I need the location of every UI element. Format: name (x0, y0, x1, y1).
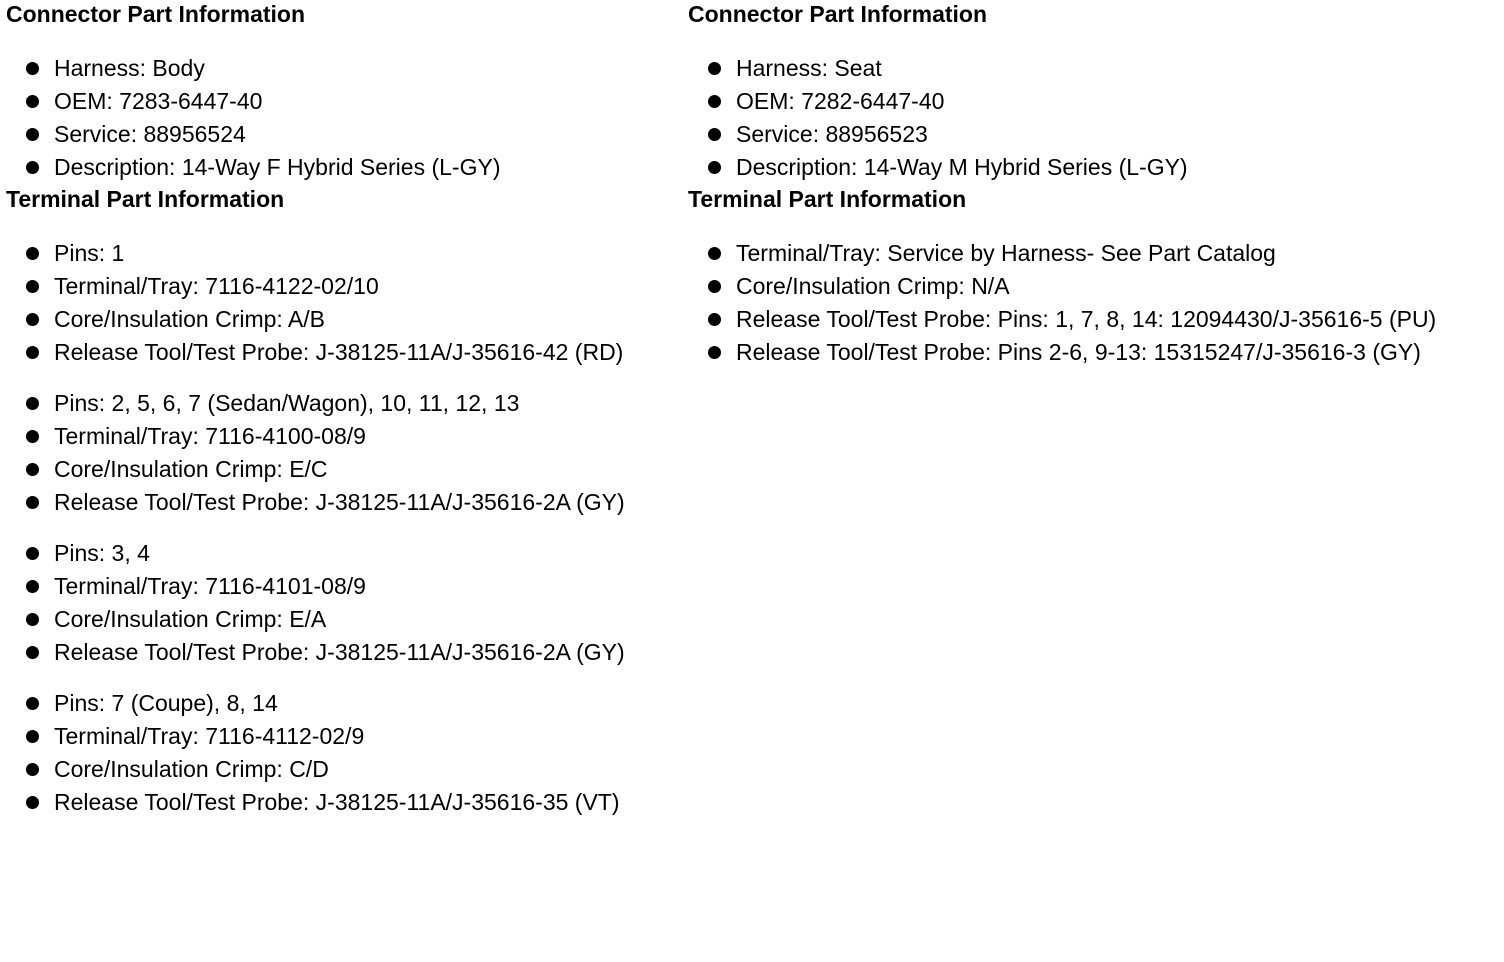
bullet-icon (26, 161, 39, 174)
bullet-icon (26, 128, 39, 141)
bullet-icon (26, 397, 39, 410)
bullet-icon (26, 547, 39, 560)
bullet-icon (26, 62, 39, 75)
bullet-icon (26, 697, 39, 710)
list-item: Core/Insulation Crimp: N/A (688, 271, 1500, 301)
list-item: Release Tool/Test Probe: Pins: 1, 7, 8, 14: 12094430/J-35616-5 (PU) (688, 304, 1456, 334)
list-item: Terminal/Tray: Service by Harness- See Part Catalog (688, 238, 1500, 268)
list-item: Release Tool/Test Probe: J-38125-11A/J-35616-2A (GY) (6, 487, 634, 517)
list-item: Service: 88956524 (6, 119, 646, 149)
right-column (688, 0, 1500, 370)
bullet-icon (708, 161, 721, 174)
list-item: Core/Insulation Crimp: E/C (6, 454, 646, 484)
left-connector-heading: Connector Part Information (6, 1, 306, 27)
list-item: Pins: 7 (Coupe), 8, 14 (6, 688, 646, 718)
list-item: Pins: 1 (6, 238, 646, 268)
list-item: Terminal/Tray: 7116-4100-08/9 (6, 421, 646, 451)
list-item: Harness: Body (6, 53, 646, 83)
left-connector-list (6, 53, 646, 182)
bullet-icon (708, 95, 721, 108)
right-terminal-heading: Terminal Part Information (688, 186, 967, 212)
bullet-icon (26, 280, 39, 293)
list-item: Core/Insulation Crimp: C/D (6, 754, 646, 784)
list-item: Pins: 3, 4 (6, 538, 646, 568)
list-item: Release Tool/Test Probe: J-38125-11A/J-35616-2A (GY) (6, 637, 634, 667)
list-item: Release Tool/Test Probe: Pins 2-6, 9-13: 15315247/J-35616-3 (GY) (688, 337, 1500, 367)
list-item: OEM: 7283-6447-40 (6, 86, 646, 116)
bullet-icon (26, 463, 39, 476)
list-item: Release Tool/Test Probe: J-38125-11A/J-35616-42 (RD) (6, 337, 634, 367)
list-item: OEM: 7282-6447-40 (688, 86, 1500, 116)
list-item: Release Tool/Test Probe: J-38125-11A/J-35616-35 (VT) (6, 787, 634, 817)
right-connector-heading: Connector Part Information (688, 1, 988, 27)
list-item: Harness: Seat (688, 53, 1500, 83)
list-item: Service: 88956523 (688, 119, 1500, 149)
bullet-icon (708, 62, 721, 75)
bullet-icon (26, 580, 39, 593)
list-item: Terminal/Tray: 7116-4112-02/9 (6, 721, 646, 751)
list-item: Core/Insulation Crimp: E/A (6, 604, 646, 634)
list-item: Description: 14-Way M Hybrid Series (L-GY) (688, 152, 1500, 182)
bullet-icon (708, 280, 721, 293)
terminal-group-1 (6, 238, 646, 367)
bullet-icon (26, 796, 39, 809)
bullet-icon (26, 646, 39, 659)
list-item: Terminal/Tray: 7116-4122-02/10 (6, 271, 646, 301)
right-terminal-list (688, 238, 1500, 367)
bullet-icon (26, 430, 39, 443)
bullet-icon (708, 247, 721, 260)
bullet-icon (26, 496, 39, 509)
bullet-icon (26, 346, 39, 359)
bullet-icon (26, 613, 39, 626)
bullet-icon (26, 313, 39, 326)
terminal-group-4 (6, 688, 646, 817)
bullet-icon (26, 95, 39, 108)
bullet-icon (708, 346, 721, 359)
list-item: Core/Insulation Crimp: A/B (6, 304, 646, 334)
left-column (6, 0, 646, 820)
bullet-icon (708, 128, 721, 141)
bullet-icon (26, 730, 39, 743)
list-item: Pins: 2, 5, 6, 7 (Sedan/Wagon), 10, 11, 12, 13 (6, 388, 646, 418)
right-connector-list (688, 53, 1500, 182)
bullet-icon (708, 313, 721, 326)
terminal-group-3 (6, 538, 646, 667)
list-item: Terminal/Tray: 7116-4101-08/9 (6, 571, 646, 601)
terminal-group-2 (6, 388, 646, 517)
bullet-icon (26, 247, 39, 260)
list-item: Description: 14-Way F Hybrid Series (L-GY) (6, 152, 646, 182)
bullet-icon (26, 763, 39, 776)
left-terminal-groups (6, 238, 646, 817)
left-terminal-heading: Terminal Part Information (6, 186, 285, 212)
